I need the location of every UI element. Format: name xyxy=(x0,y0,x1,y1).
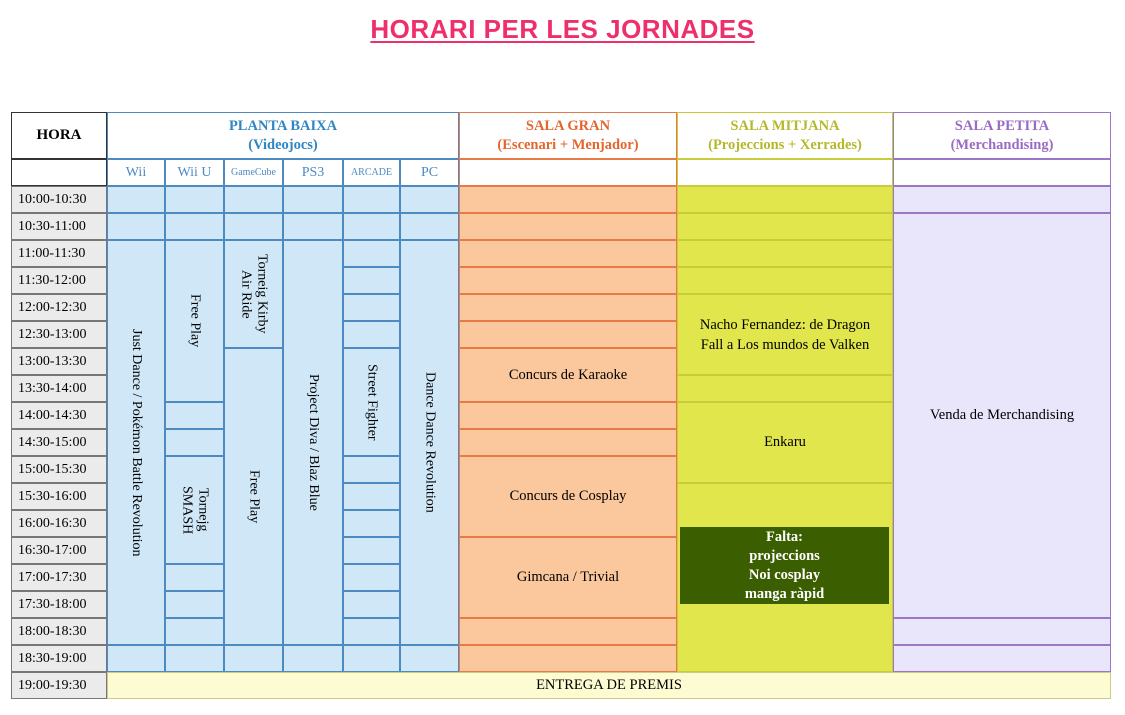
time-slot: 17:30-18:00 xyxy=(11,591,107,618)
subheader-gran xyxy=(459,159,677,186)
empty-slot xyxy=(459,267,677,294)
time-slot: 19:00-19:30 xyxy=(11,672,107,699)
platform-pc: PC xyxy=(400,159,459,186)
empty-slot xyxy=(459,429,677,456)
empty-slot xyxy=(224,213,283,240)
empty-slot xyxy=(893,618,1111,645)
event-entrega-premis: ENTREGA DE PREMIS xyxy=(107,672,1111,699)
event-arcade xyxy=(343,348,400,456)
header-sala-mitjana-name: SALA MITJANA xyxy=(730,117,840,134)
empty-slot xyxy=(165,645,224,672)
page-title: HORARI PER LES JORNADES xyxy=(370,14,755,44)
event-merchandising: Venda de Merchandising xyxy=(893,213,1111,618)
event-gc-kirby xyxy=(224,240,283,348)
empty-slot xyxy=(343,645,400,672)
time-slot: 12:00-12:30 xyxy=(11,294,107,321)
empty-slot xyxy=(677,240,893,267)
empty-slot xyxy=(283,186,343,213)
event-arcade-label: Street Fighter xyxy=(364,363,380,441)
time-slot: 15:30-16:00 xyxy=(11,483,107,510)
empty-slot xyxy=(677,375,893,402)
empty-slot xyxy=(459,321,677,348)
time-slot: 13:30-14:00 xyxy=(11,375,107,402)
empty-slot xyxy=(459,240,677,267)
subheader-blank xyxy=(11,159,107,186)
time-slot: 15:00-15:30 xyxy=(11,456,107,483)
event-cosplay: Concurs de Cosplay xyxy=(459,456,677,537)
empty-slot xyxy=(893,645,1111,672)
empty-slot xyxy=(459,186,677,213)
platform-gc: GameCube xyxy=(224,159,283,186)
time-slot: 12:30-13:00 xyxy=(11,321,107,348)
header-hora: HORA xyxy=(11,112,107,159)
empty-slot xyxy=(107,645,165,672)
empty-slot xyxy=(343,267,400,294)
empty-slot xyxy=(343,213,400,240)
header-sala-petita-name: SALA PETITA xyxy=(954,117,1050,134)
empty-slot xyxy=(343,321,400,348)
header-sala-petita xyxy=(893,112,1111,159)
event-ps3 xyxy=(283,240,343,645)
event-wii xyxy=(107,240,165,645)
event-wii-label: Just Dance / Pokémon Battle Revolution xyxy=(129,328,144,557)
header-planta-baixa xyxy=(107,112,459,159)
empty-slot xyxy=(107,213,165,240)
event-wiiu-smash-label: Tornejg SMASH xyxy=(179,485,211,535)
empty-slot xyxy=(400,645,459,672)
event-ps3-label: Project Diva / Blaz Blue xyxy=(306,374,321,511)
platform-ps3: PS3 xyxy=(283,159,343,186)
empty-slot xyxy=(459,645,677,672)
time-slot: 10:30-11:00 xyxy=(11,213,107,240)
empty-slot xyxy=(224,186,283,213)
empty-slot xyxy=(459,618,677,645)
empty-slot xyxy=(343,294,400,321)
empty-slot xyxy=(893,186,1111,213)
empty-slot xyxy=(283,645,343,672)
time-slot: 14:30-15:00 xyxy=(11,429,107,456)
event-enkaru: Enkaru xyxy=(677,402,893,483)
subheader-mitjana xyxy=(677,159,893,186)
header-planta-baixa-sub: (Videojocs) xyxy=(248,136,318,153)
time-slot: 10:00-10:30 xyxy=(11,186,107,213)
event-gc-kirby-label: Torneig Kirby Air Ride xyxy=(238,254,270,334)
empty-slot xyxy=(343,564,400,591)
empty-slot xyxy=(165,213,224,240)
empty-slot xyxy=(165,618,224,645)
empty-slot xyxy=(459,402,677,429)
empty-slot xyxy=(343,537,400,564)
empty-slot xyxy=(343,240,400,267)
event-karaoke: Concurs de Karaoke xyxy=(459,348,677,402)
header-sala-petita-sub: (Merchandising) xyxy=(950,136,1054,153)
time-slot: 11:30-12:00 xyxy=(11,267,107,294)
header-sala-gran xyxy=(459,112,677,159)
empty-slot xyxy=(459,213,677,240)
event-pc xyxy=(400,240,459,645)
empty-slot xyxy=(459,294,677,321)
empty-slot xyxy=(224,645,283,672)
event-falta-note: Falta: projeccions Noi cosplay manga ràpid xyxy=(680,527,889,604)
empty-slot xyxy=(343,510,400,537)
header-sala-gran-sub: (Escenari + Menjador) xyxy=(497,136,639,153)
empty-slot xyxy=(165,591,224,618)
empty-slot xyxy=(107,186,165,213)
event-gc-free-play xyxy=(224,348,283,645)
time-slot: 18:00-18:30 xyxy=(11,618,107,645)
event-pc-label: Dance Dance Revolution xyxy=(422,372,438,513)
empty-slot xyxy=(400,213,459,240)
header-planta-baixa-name: PLANTA BAIXA xyxy=(228,117,338,134)
event-nacho: Nacho Fernandez: de Dragon Fall a Los mundos de Valken xyxy=(677,294,893,375)
time-slot: 18:30-19:00 xyxy=(11,645,107,672)
empty-slot xyxy=(165,564,224,591)
empty-slot xyxy=(343,618,400,645)
event-wiiu-free-play xyxy=(165,240,224,402)
event-wiiu-smash xyxy=(165,456,224,564)
empty-slot xyxy=(677,186,893,213)
time-slot: 17:00-17:30 xyxy=(11,564,107,591)
time-slot: 14:00-14:30 xyxy=(11,402,107,429)
platform-wiiu: Wii U xyxy=(165,159,224,186)
empty-slot xyxy=(343,591,400,618)
platform-arcade: ARCADE xyxy=(343,159,400,186)
event-gimcana: Gimcana / Trivial xyxy=(459,537,677,618)
header-sala-mitjana xyxy=(677,112,893,159)
empty-slot xyxy=(165,402,224,429)
event-gc-free-play-label: Free Play xyxy=(246,469,262,524)
empty-slot xyxy=(343,483,400,510)
time-slot: 13:00-13:30 xyxy=(11,348,107,375)
subheader-petita xyxy=(893,159,1111,186)
header-sala-mitjana-sub: (Projeccions + Xerrades) xyxy=(708,136,862,153)
empty-slot xyxy=(677,267,893,294)
empty-slot xyxy=(677,213,893,240)
empty-slot xyxy=(283,213,343,240)
empty-slot xyxy=(343,186,400,213)
time-slot: 16:00-16:30 xyxy=(11,510,107,537)
header-sala-gran-name: SALA GRAN xyxy=(525,117,611,134)
event-wiiu-free-play-label: Free Play xyxy=(187,294,203,348)
time-slot: 16:30-17:00 xyxy=(11,537,107,564)
empty-slot xyxy=(165,429,224,456)
empty-slot xyxy=(400,186,459,213)
empty-slot xyxy=(343,456,400,483)
platform-wii: Wii xyxy=(107,159,165,186)
time-slot: 11:00-11:30 xyxy=(11,240,107,267)
empty-slot xyxy=(165,186,224,213)
